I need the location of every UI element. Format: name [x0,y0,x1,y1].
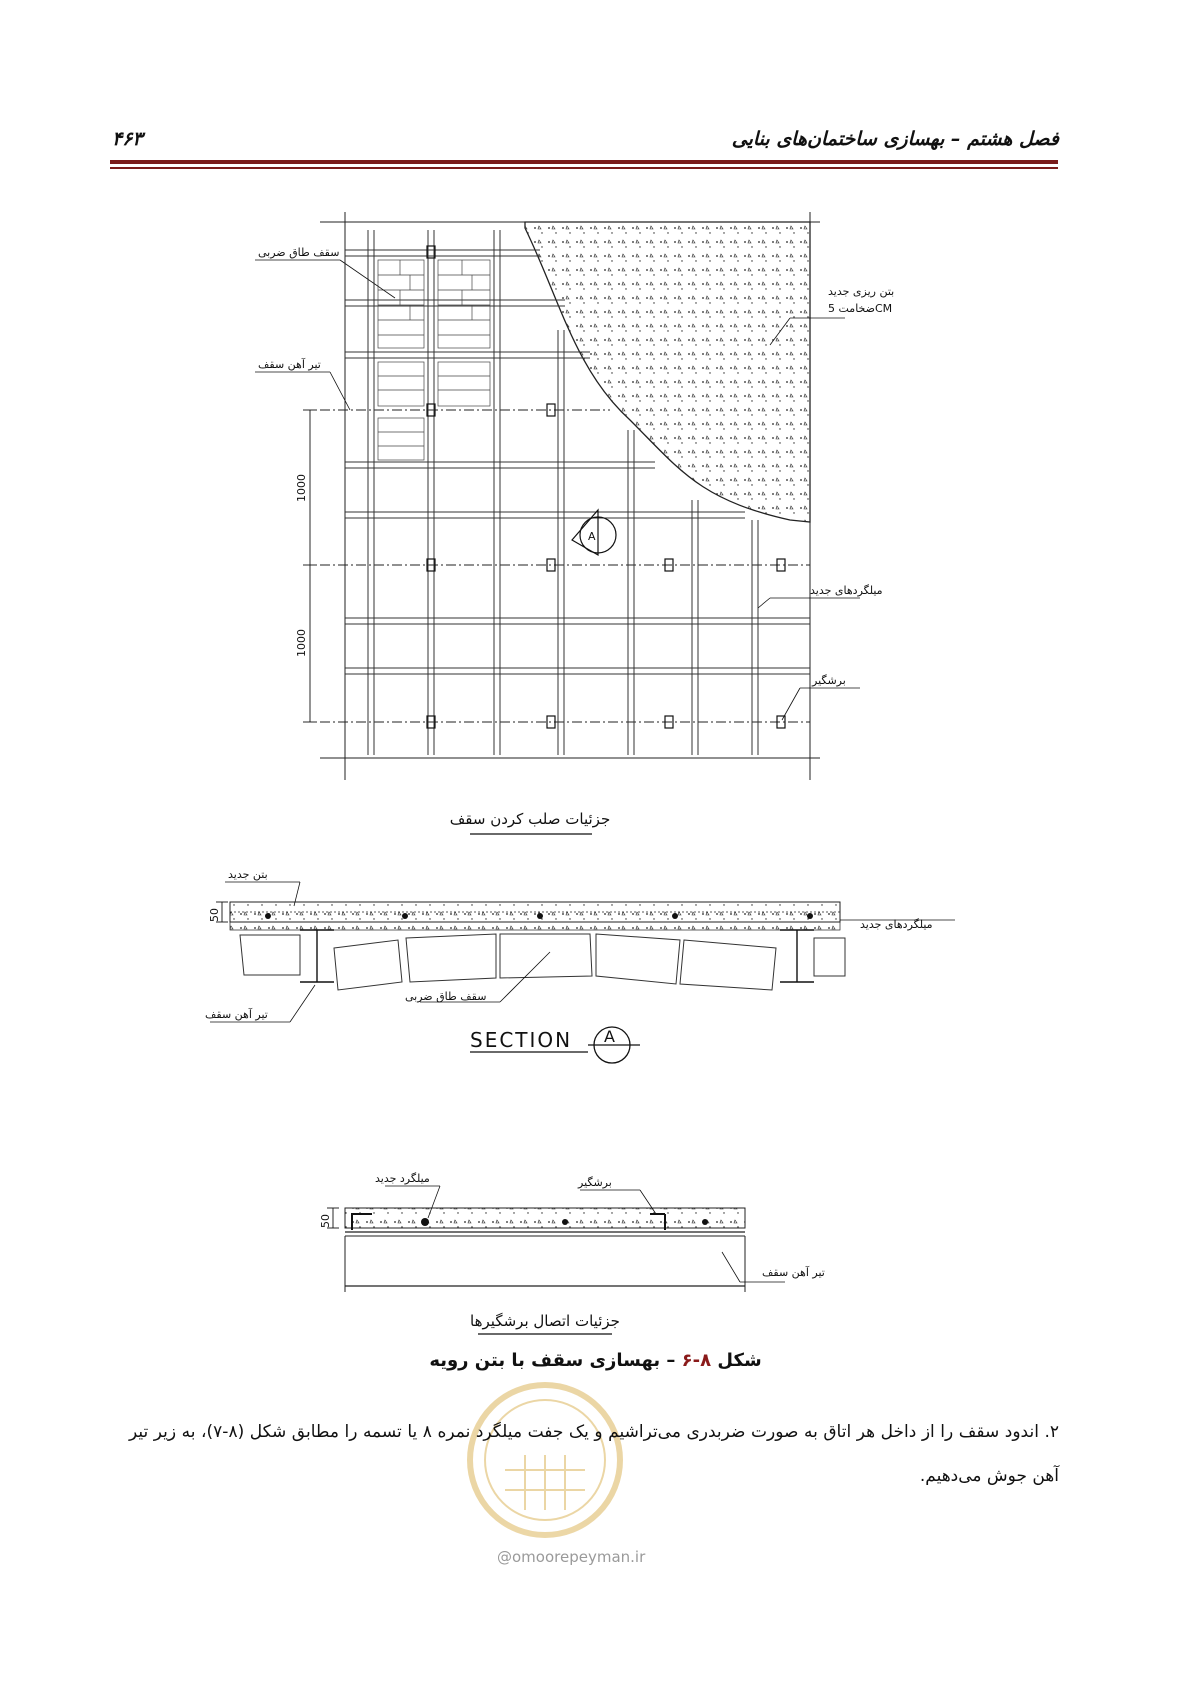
page-number: ۴۶۳ [112,128,143,150]
label-jack-arch-section: سقف طاق ضربی [405,990,487,1003]
dimension-1000-lower: 1000 [295,629,308,657]
label-new-rebar-detail: میلگرد جدید [375,1172,430,1185]
shear-connector-detail [319,1172,825,1292]
section-title: SECTION [470,1028,573,1052]
section-marker-plan: A [588,530,596,543]
label-new-rebars-plan: میلگردهای جدید [810,584,883,597]
new-concrete-area [525,222,810,522]
label-jack-arch-plan: سقف طاق ضربی [258,246,340,259]
label-roof-beam-section: تیر آهن سقف [205,1008,268,1021]
label-shear-connector-detail: برشگیر [578,1176,612,1189]
label-new-concrete-plan: بتن ریزی جدید [828,285,895,298]
watermark-url: @omoorepeyman.ir [497,1548,646,1566]
label-concrete-thickness: ضخامت 5CM [828,302,893,315]
caption-number: ۸-۶ [681,1350,712,1371]
roof-plan-drawing [255,212,894,780]
label-roof-beam-detail: تیر آهن سقف [762,1266,825,1279]
label-new-concrete-section: بتن جدید [228,868,268,881]
figure-caption [0,1350,1191,1371]
figure3-title: جزئیات اتصال برشگیرها [470,1312,620,1330]
caption-text: – بهسازی سقف با بتن رویه [429,1350,676,1371]
section-a-drawing [205,868,955,1022]
label-roof-beam-plan: تیر آهن سقف [258,358,321,371]
chapter-title: فصل هشتم – بهسازی ساختمان‌های بنایی [731,128,1059,150]
figure1-title: جزئیات صلب کردن سقف [449,810,611,828]
body-paragraph: ۲. اندود سقف را از داخل هر اتاق به صورت ضربدری می‌تراشیم و یک جفت میلگرد نمره ۸ یا تسمه را مطابق شکل (۸-۷)، به زیر تیر آهن جوش می‌دهیم. [129,1422,1059,1486]
label-shear-connector-plan: برشگیر [812,674,846,687]
dimension-50-detail: 50 [319,1214,332,1228]
label-new-rebars-section: میلگردهای جدید [860,918,933,931]
caption-prefix: شکل [717,1350,762,1371]
dimension-50-section: 50 [208,908,221,922]
section-marker: A [604,1027,615,1046]
dimension-1000-upper: 1000 [295,474,308,502]
